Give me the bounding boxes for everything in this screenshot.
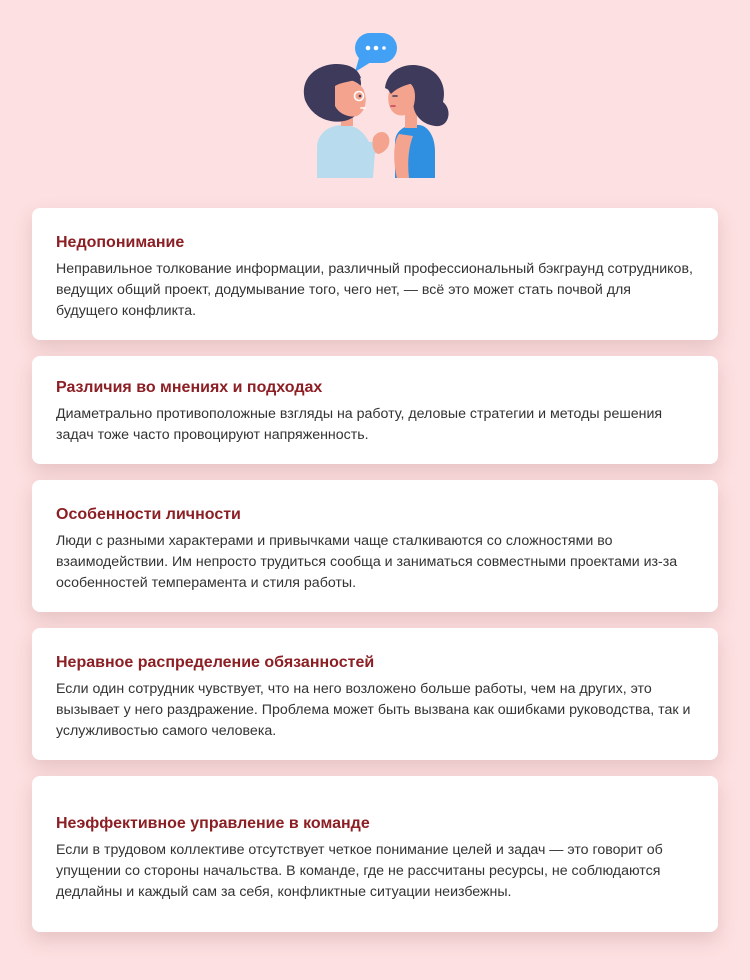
card-title: Неэффективное управление в команде [56,815,370,832]
card-text: Диаметрально противоположные взгляды на работу, деловые стратегии и методы решения задач тоже часто провоцируют напряженность. [56,406,663,443]
right-person [385,65,449,178]
info-card [32,776,718,932]
card-text: Люди с разными характерами и привычками чаще сталкиваются со сложностями во взаимодействии. Им непросто трудиться сообща и заниматься совместными проектами из-за особенностей темперамента и стиля работы. [56,533,678,591]
card-title: Особенности личности [56,506,241,523]
card-title: Недопонимание [56,234,185,251]
info-card [32,356,718,464]
info-card [32,480,718,612]
info-card [32,628,718,760]
card-title: Различия во мнениях и подходах [56,379,323,396]
info-card [32,208,718,340]
card-text: Если в трудовом коллективе отсутствует четкое понимание целей и задач — это говорит об упущении со стороны начальства. В команде, где не рассчитаны ресурсы, не соблюдаются дедлайны и каждый сам за себя, конфликтные ситуации неизбежны. [56,842,663,900]
speech-bubble-icon [355,33,397,72]
card-text: Если один сотрудник чувствует, что на него возложено больше работы, чем на других, это вызывает у него раздражение. Проблема может быть вызвана как ошибками руководства, так и услужливостью самого человека. [56,681,691,739]
two-people-conversation-icon [295,30,455,180]
card-title: Неравное распределение обязанностей [56,654,375,671]
left-person [304,64,390,178]
card-text: Неправильное толкование информации, различный профессиональный бэкграунд сотрудников, ведущих общий проект, додумывание того, чего нет, — всё это может стать почвой для будущего конфликта. [56,261,693,319]
